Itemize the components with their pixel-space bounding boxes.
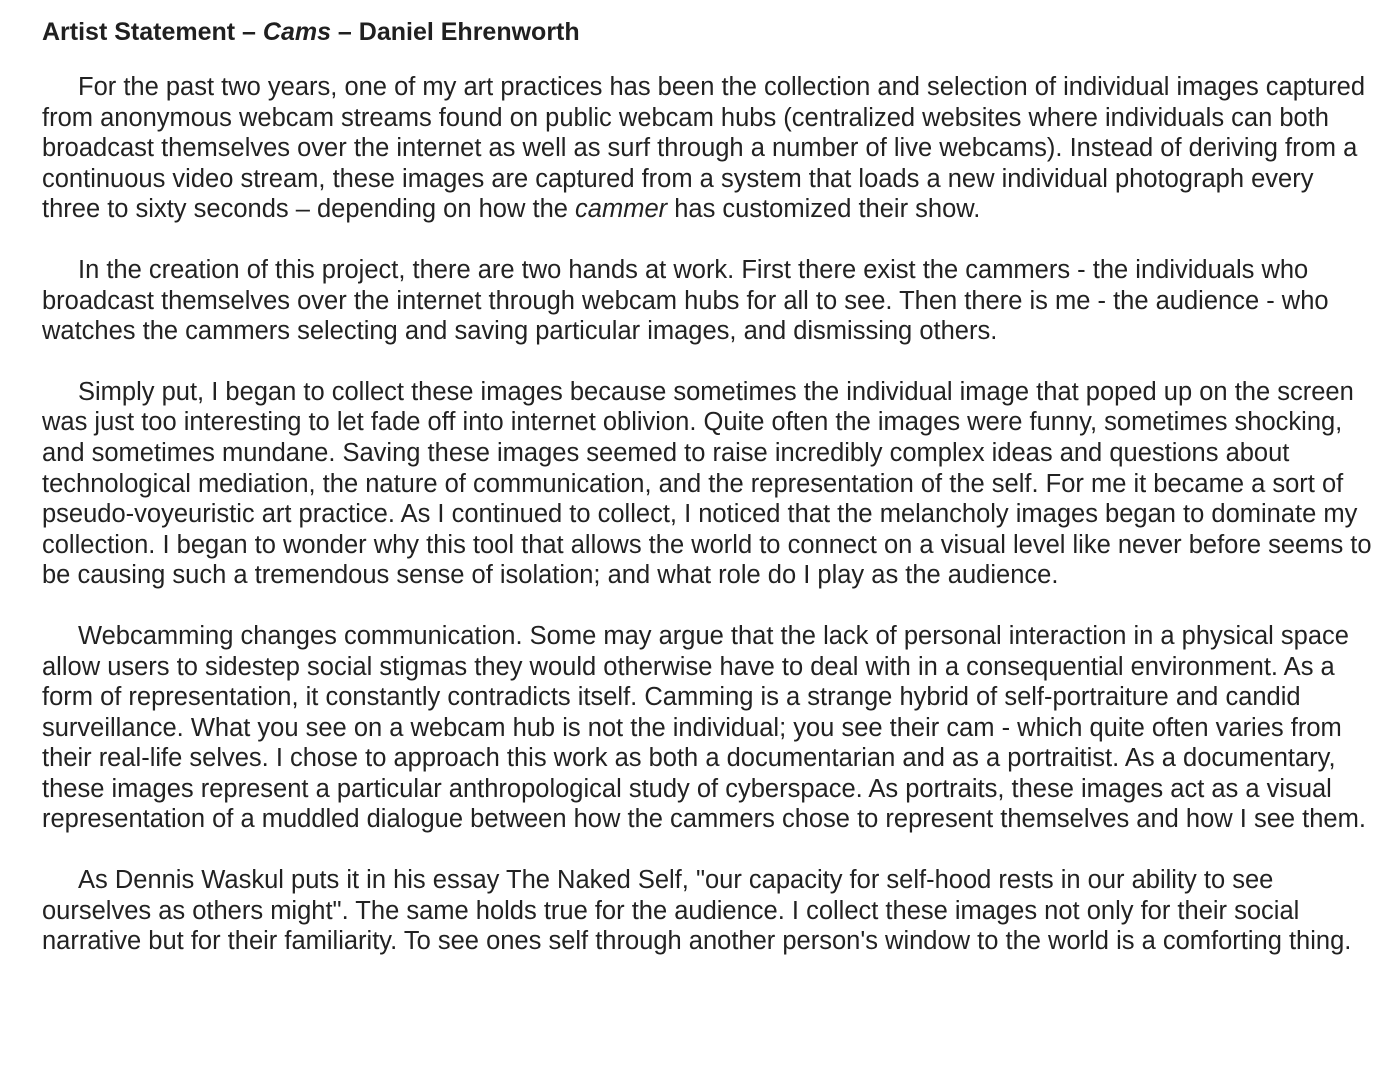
title-work-name: Cams: [262, 18, 331, 46]
paragraph-5: As Dennis Waskul puts it in his essay The Naked Self, "our capacity for self-hood rests in our ability to see ourselves as others might". The same holds true for the audience. I collect these images not only for their social narrative but for their familiarity. To see ones self through another person's window to the world is a comforting thing.: [42, 866, 1352, 956]
paragraph-1-text-a: For the past two years, one of my art practices has been the collection and selection of individual images captured from anonymous webcam streams found on public webcam hubs (centralized websites where individuals can both broadcast themselves over the internet as well as surf through a number of live webcams). Instead of deriving from a continuous video stream, these images are captured from a system that loads a new individual photograph every three to sixty seconds – depending on how the: [42, 73, 1366, 224]
title-prefix: Artist Statement –: [42, 18, 263, 46]
paragraph-2: In the creation of this project, there are two hands at work. First there exist the cammers - the individuals who broadcast themselves over the internet through webcam hubs for all to see. Then there is me - the audience - who watches the cammers selecting and saving particular images, and dismissing others.: [42, 255, 1329, 346]
paragraph-4: Webcamming changes communication. Some may argue that the lack of personal interaction in a physical space allow users to sidestep social stigmas they would otherwise have to deal with in a consequential environment. As a form of representation, it constantly contradicts itself. Camming is a strange hybrid of self-portraiture and candid surveillance. What you see on a webcam hub is not the individual; you see their cam - which quite often varies from their real-life selves. I chose to approach this work as both a documentarian and as a portraitist. As a documentary, these images represent a particular anthropological study of cyberspace. As portraits, these images act as a visual representation of a muddled dialogue between how the cammers chose to represent themselves and how I see them.: [42, 621, 1366, 834]
paragraph-1-emphasis: cammer: [575, 195, 668, 224]
document-page: [42, 14, 1372, 987]
paragraph-1: [42, 72, 1372, 225]
paragraph-1-text-b: has customized their show.: [667, 195, 981, 224]
paragraph-3: Simply put, I began to collect these images because sometimes the individual image that poped up on the screen was just too interesting to let fade off into internet oblivion. Quite often the images were funny, sometimes shocking, and sometimes mundane. Saving these images seemed to raise incredibly complex ideas and questions about technological mediation, the nature of communication, and the representation of the self. For me it became a sort of pseudo-voyeuristic art practice. As I continued to collect, I noticed that the melancholy images began to dominate my collection. I began to wonder why this tool that allows the world to connect on a visual level like never before seems to be causing such a tremendous sense of isolation; and what role do I play as the audience.: [42, 377, 1372, 590]
title-suffix: – Daniel Ehrenworth: [330, 18, 580, 46]
document-title: [42, 14, 1372, 50]
